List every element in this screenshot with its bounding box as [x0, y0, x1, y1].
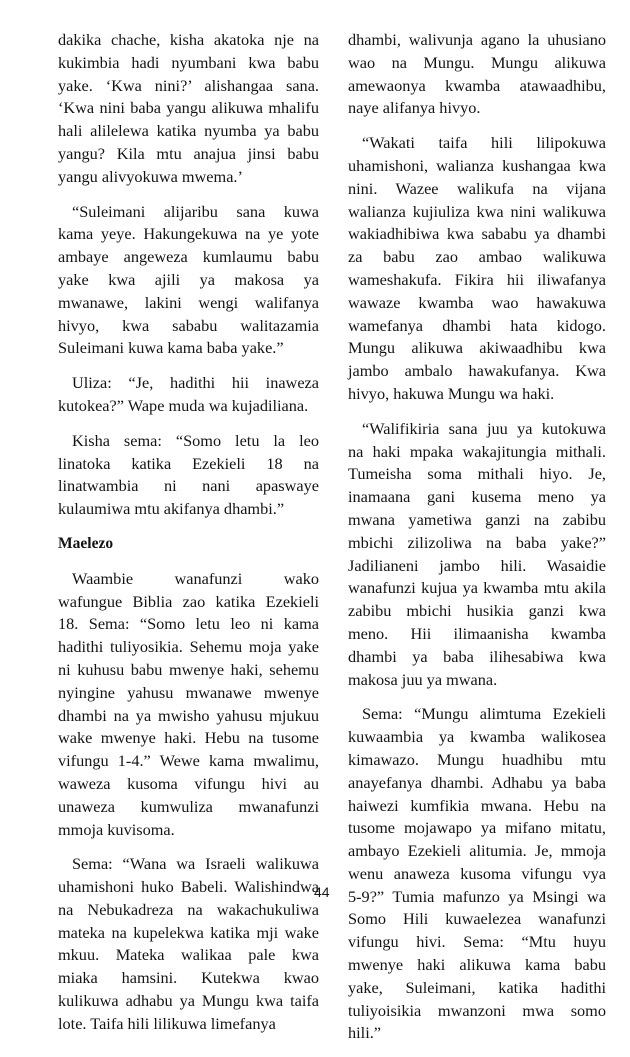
text-line: yake kwa ajili ya makosa ya	[58, 269, 319, 289]
text-line: Waambie wanafunzi wako	[72, 568, 319, 588]
text-line: vifungu 1-4.” Wewe kama mwalimu,	[58, 751, 319, 771]
text-line: mwana yametiwa ganzi na zabibu	[348, 509, 606, 529]
text-line: mateka na kupelekwa katika mji wake	[58, 922, 319, 942]
text-line: uhamishoni huko Babeli. Walishindwa	[58, 877, 319, 897]
text-line: meno. Hii ilimaanisha kwamba	[348, 623, 606, 643]
text-line: Somo Hili kuwaelezea wanafunzi	[348, 909, 606, 929]
text-line: tusome mojawapo ya mifano mitatu,	[348, 818, 606, 838]
text-line: nini. Wazee walikufa na vijana	[348, 178, 606, 198]
text-line: “Walifikiria sana juu ya kutokuwa	[362, 418, 606, 438]
section-heading: Maelezo	[58, 534, 114, 552]
text-line: “Suleimani alijaribu sana kuwa	[72, 201, 319, 221]
text-line: wanafunzi kujua ya kwamba mtu akila	[348, 578, 606, 598]
text-line: yake. ‘Kwa nini?’ alishangaa sana.	[58, 75, 319, 95]
text-line: hali alilelewa katika nyumba ya babu	[58, 121, 319, 141]
text-line: zabibu mbichi husikia ganzi kwa	[348, 601, 606, 621]
text-line: kutokea?” Wape muda wa kujadiliana.	[58, 395, 309, 415]
text-line: wameshakufa. Fikira hii iliwafanya	[348, 269, 606, 289]
paragraph	[58, 372, 319, 418]
text-line: unaweza kumwuliza mwanafunzi	[58, 796, 319, 816]
text-line: Sema: “Wana wa Israeli walikuwa	[72, 854, 319, 874]
paragraph	[348, 418, 606, 692]
text-line: inamaana gani kusema meno ya	[348, 487, 606, 507]
text-line: dhambi, walivunja agano la uhusiano	[348, 30, 606, 49]
text-line: linatwambia ni nani apaswaye	[58, 476, 319, 496]
text-line: 5-9?” Tumia mafunzo ya Msingi wa	[348, 886, 606, 906]
text-line: ambaye angeweza kumlaumu babu	[58, 247, 319, 267]
text-line: Mungu alikuwa akiwaadhibu kwa	[348, 338, 606, 358]
text-line: hivyo, kwa sababu walitazamia	[58, 315, 319, 335]
text-line: yake, Suleimani, katika hadithi	[348, 977, 606, 997]
text-line: mbichi zilizoliwa na baba yake?”	[348, 532, 606, 552]
text-line: uhamishoni, walianza kushangaa kwa	[348, 155, 606, 175]
text-line: ‘Kwa nini baba yangu alikuwa mhalifu	[58, 98, 319, 118]
text-line: za babu zao ambao walikuwa	[348, 247, 606, 267]
paragraph	[58, 201, 319, 361]
text-line: wenu anaweza kusoma vifungu vya	[348, 863, 606, 883]
text-line: na haki mpaka wakajitungia mithali.	[348, 441, 606, 461]
text-line: dakika chache, kisha akatoka nje na	[58, 30, 319, 49]
text-line: 18. Sema: “Somo letu leo ni kama	[58, 614, 319, 634]
text-line: amewaonya kwamba atawaadhibu,	[348, 75, 606, 95]
text-line: wafungue Biblia zao katika Ezekieli	[58, 591, 319, 611]
page-number: 44	[314, 884, 330, 900]
text-line: dhambi ya baba ilihesabiwa kwa	[348, 646, 606, 666]
text-line: mkuu. Mateka walikaa pale kwa	[58, 945, 319, 965]
text-line: wao na Mungu. Mungu alikuwa	[348, 52, 606, 72]
text-line: hili.”	[348, 1023, 382, 1043]
text-line: kulikuwa adhabu ya Mungu kwa taifa	[58, 991, 319, 1011]
text-line: naye alifanya hivyo.	[348, 98, 481, 118]
paragraph	[348, 29, 606, 120]
text-line: hadithi tuliyosikia. Sehemu moja yake	[58, 637, 319, 657]
text-line: mmoja kuvisoma.	[58, 819, 175, 839]
paragraph	[58, 430, 319, 521]
text-line: kulaumiwa mtu akifanya dhambi.”	[58, 499, 285, 519]
text-line: waweza kusoma vifungu hivi au	[58, 773, 319, 793]
text-line: walianza kujiuliza kwa nini walikuwa	[348, 201, 606, 221]
text-line: jambo ambalo hawakufanya. Kwa	[348, 361, 606, 381]
text-line: linatoka katika Ezekieli 18 na	[58, 453, 319, 473]
left-column	[58, 29, 319, 1048]
text-line: na Nebukadreza na wakachukuliwa	[58, 899, 319, 919]
text-line: nyingine yahusu mwanawe mwenye	[58, 682, 319, 702]
text-line: kimawazo. Mungu huadhibu mtu	[348, 749, 606, 769]
right-column	[348, 29, 606, 1057]
text-line: hivyo, hakuwa Mungu wa haki.	[348, 383, 555, 403]
text-line: vifungu hivi. Sema: “Mtu huyu	[348, 932, 606, 952]
text-line: Tumeisha soma mithali hiyo. Je,	[348, 464, 606, 484]
text-line: wawaze kwamba wao hawakuwa	[348, 292, 606, 312]
text-line: mwanawe, lakini wengi walifanya	[58, 292, 319, 312]
text-line: Suleimani kuwa kama baba yake.”	[58, 338, 284, 358]
text-line: ni kuhusu babu mwenye haki, sehemu	[58, 659, 319, 679]
text-line: anayefanya dhambi. Adhabu ya baba	[348, 772, 606, 792]
text-line: tuliyoisikia mwanzoni mwa somo	[348, 1000, 606, 1020]
paragraph	[58, 568, 319, 842]
text-line: mwenye haki alikuwa kama babu	[348, 955, 606, 975]
text-line: kukimbia hadi nyumbani kwa babu	[58, 52, 319, 72]
text-line: “Wakati taifa hili lilipokuwa	[362, 133, 606, 153]
paragraph	[348, 132, 606, 406]
text-line: haiwezi kumfikia mwana. Hebu na	[348, 795, 606, 815]
text-line: yangu alivyokuwa mwema.’	[58, 166, 243, 186]
paragraph	[348, 703, 606, 1045]
paragraph	[58, 853, 319, 1035]
text-line: Jadilianeni jambo hili. Wasaidie	[348, 555, 606, 575]
text-line: wakiadhibiwa kwa sababu ya dhambi	[348, 224, 606, 244]
text-line: Sema: “Mungu alimtuma Ezekieli	[362, 704, 606, 724]
text-line: wake mwenye haki. Hebu na tusome	[58, 728, 319, 748]
text-line: kuwaambia ya kwamba walikosea	[348, 727, 606, 747]
text-line: makosa juu ya mwana.	[348, 669, 498, 689]
text-line: ambayo Ezekieli alitumia. Je, mmoja	[348, 841, 606, 861]
text-line: wamefanya dhambi hata kidogo.	[348, 315, 606, 335]
text-line: dhambi na ya mwisho yahusu mjukuu	[58, 705, 319, 725]
text-line: lote. Taifa hili lilikuwa limefanya	[58, 1013, 276, 1033]
text-line: kama yeye. Hakungekuwa na ye yote	[58, 224, 319, 244]
text-line: miaka hamsini. Kutekwa kwao	[58, 968, 319, 988]
text-line: Uliza: “Je, hadithi hii inaweza	[72, 373, 319, 393]
text-line: Kisha sema: “Somo letu la leo	[72, 430, 319, 450]
paragraph	[58, 29, 319, 189]
text-line: yangu? Kila mtu anajua jinsi babu	[58, 143, 319, 163]
